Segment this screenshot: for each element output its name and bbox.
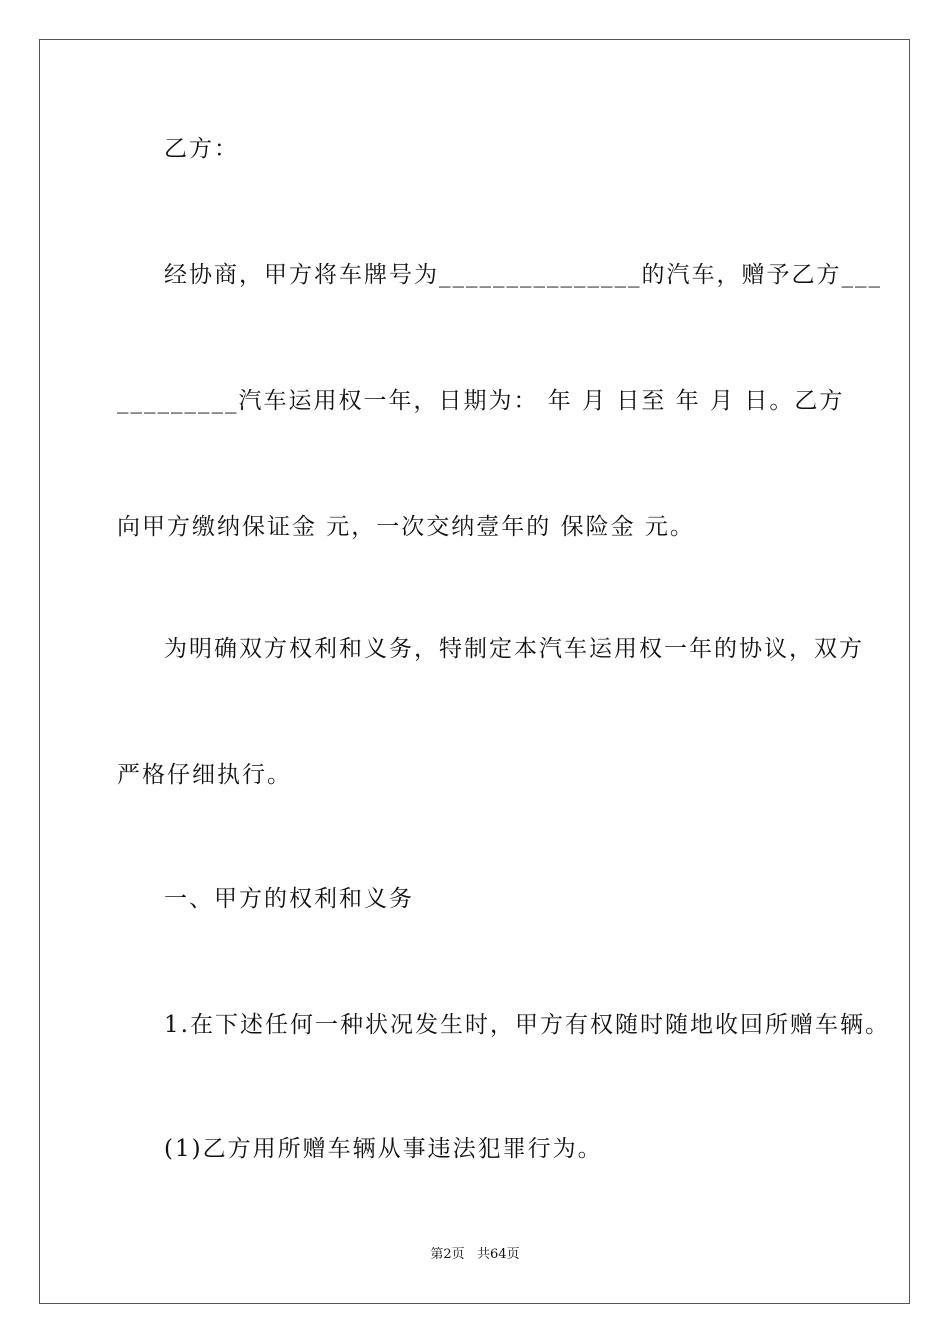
paragraph-agreement-line-1: 经协商，甲方将车牌号为_______________的汽车，赠予乙方___ bbox=[164, 262, 882, 288]
paragraph-agreement-line-2: _________汽车运用权一年，日期为： 年 月 日至 年 月 日。乙方 bbox=[117, 388, 845, 414]
party-b-label: 乙方： bbox=[164, 136, 239, 162]
clause-1: 1.在下述任何一种状况发生时，甲方有权随时随地收回所赠车辆。 bbox=[164, 1012, 890, 1038]
page-frame bbox=[39, 39, 910, 1304]
clause-1-item-1: (1)乙方用所赠车辆从事违法犯罪行为。 bbox=[164, 1136, 603, 1162]
paragraph-purpose-line-1: 为明确双方权利和义务，特制定本汽车运用权一年的协议，双方 bbox=[164, 636, 864, 662]
paragraph-agreement-line-3: 向甲方缴纳保证金 元，一次交纳壹年的 保险金 元。 bbox=[117, 514, 695, 540]
page-number-footer: 第2页 共64页 bbox=[430, 1247, 520, 1262]
paragraph-purpose-line-2: 严格仔细执行。 bbox=[117, 762, 292, 788]
section-heading-party-a-rights: 一、甲方的权利和义务 bbox=[164, 886, 414, 912]
